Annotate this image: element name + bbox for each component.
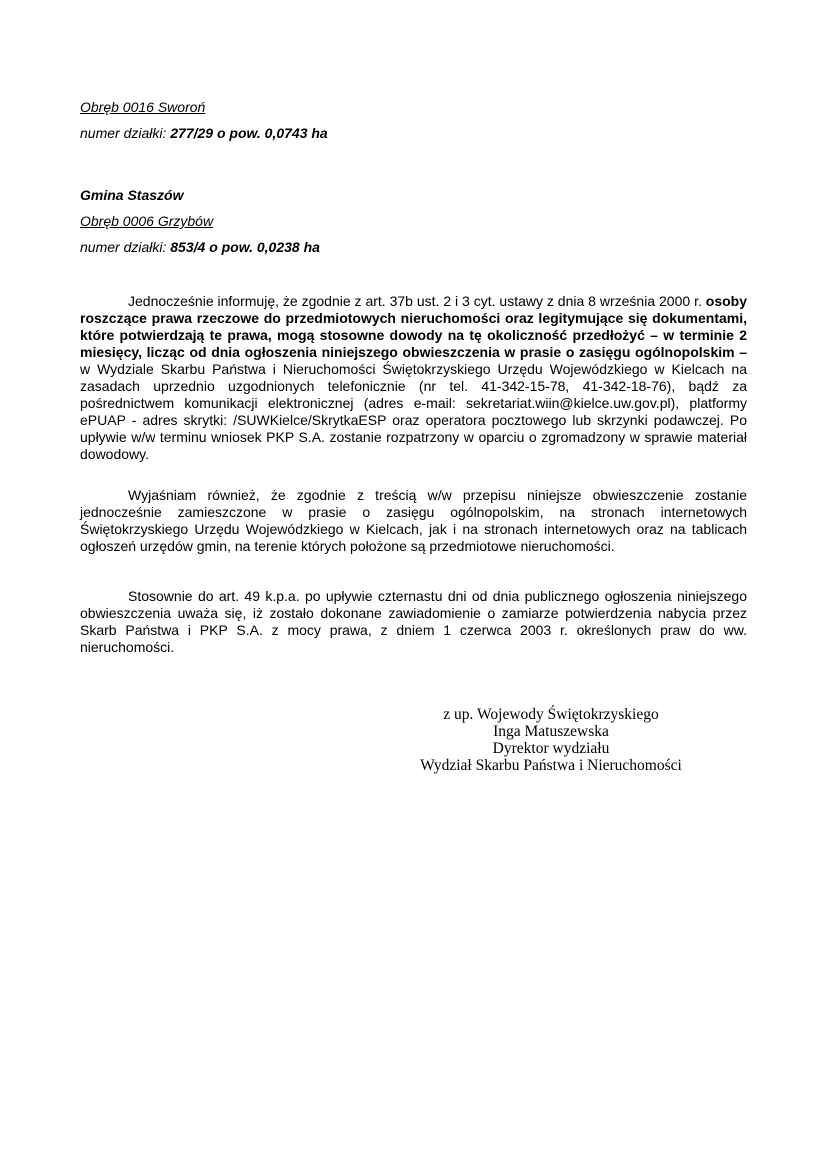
paragraph-publication: Wyjaśniam również, że zgodnie z treścią w/w przepisu niniejsze obwieszczenie zostanie jednocześnie zamieszczone w prasie o zasięgu ogólnopolskim, na stronach internetowych Świętokrzyskiego Urzędu Wojewódzkiego w Kielcach, jak i na stronach internetowych oraz na tablicach ogłoszeń urzędów gmin, na terenie których położone są przedmiotowe nieruchomości. bbox=[80, 487, 747, 554]
parcel2-municipality: Gmina Staszów bbox=[80, 187, 184, 203]
paragraph1-contact: w Wydziale Skarbu Państwa i Nieruchomości Świętokrzyskiego Urzędu Wojewódzkiego w Kielcach na zasadach uprzednio uzgodnionych telefonicznie (nr tel. 41-342-15-78, 41-342-18-76), bądź za pośrednictwem komunikacji elektronicznej (adres e-mail: sekretariat.wiin@kielce.uw.gov.pl), platformy ePUAP - adres skrytki: /SUWKielce/SkrytkaESP oraz operatora pocztowego lub skrzynki podawczej. Po upływie w/w terminu wniosek PKP S.A. zostanie rozpatrzony w oparciu o zgromadzony w sprawie materiał dowodowy. bbox=[80, 361, 747, 462]
parcel2-plot-value: 853/4 o pow. 0,0238 ha bbox=[170, 239, 320, 255]
paragraph1-bold-claims: osoby roszczące prawa rzeczowe do przedmiotowych nieruchomości oraz legitymujące się dokumentami, które potwierdzają te prawa, mogą stosowne dowody na tę okoliczność przedłożyć – w terminie 2 miesięcy, licząc od dnia ogłoszenia niniejszego obwieszczenia w prasie o zasięgu ogólnopolskim – bbox=[80, 293, 747, 360]
paragraph-claims-notice bbox=[80, 293, 747, 463]
parcel2-plot-label: numer działki: bbox=[80, 239, 171, 255]
signature-name: Inga Matuszewska bbox=[493, 723, 609, 740]
signature-department: Wydział Skarbu Państwa i Nieruchomości bbox=[420, 757, 682, 774]
paragraph-notification: Stosownie do art. 49 k.p.a. po upływie czternastu dni od dnia publicznego ogłoszenia niniejszego obwieszczenia uważa się, iż zostało dokonane zawiadomienie o zamiarze potwierdzenia nabycia przez Skarb Państwa i PKP S.A. z mocy prawa, z dniem 1 czerwca 2003 r. określonych praw do ww. nieruchomości. bbox=[80, 588, 747, 655]
signature-block bbox=[395, 706, 707, 774]
parcel1-precinct: Obręb 0016 Sworoń bbox=[80, 99, 206, 115]
parcel2-plot bbox=[80, 239, 320, 256]
parcel1-plot-value: 277/29 o pow. 0,0743 ha bbox=[170, 125, 328, 141]
paragraph1-intro: Jednocześnie informuję, że zgodnie z art. 37b ust. 2 i 3 cyt. ustawy z dnia 8 września 2000 r. bbox=[128, 293, 706, 309]
signature-authorization: z up. Wojewody Świętokrzyskiego bbox=[443, 706, 659, 723]
signature-title: Dyrektor wydziału bbox=[492, 740, 610, 757]
parcel1-plot bbox=[80, 125, 328, 142]
parcel1-plot-label: numer działki: bbox=[80, 125, 171, 141]
parcel2-precinct: Obręb 0006 Grzybów bbox=[80, 213, 214, 229]
